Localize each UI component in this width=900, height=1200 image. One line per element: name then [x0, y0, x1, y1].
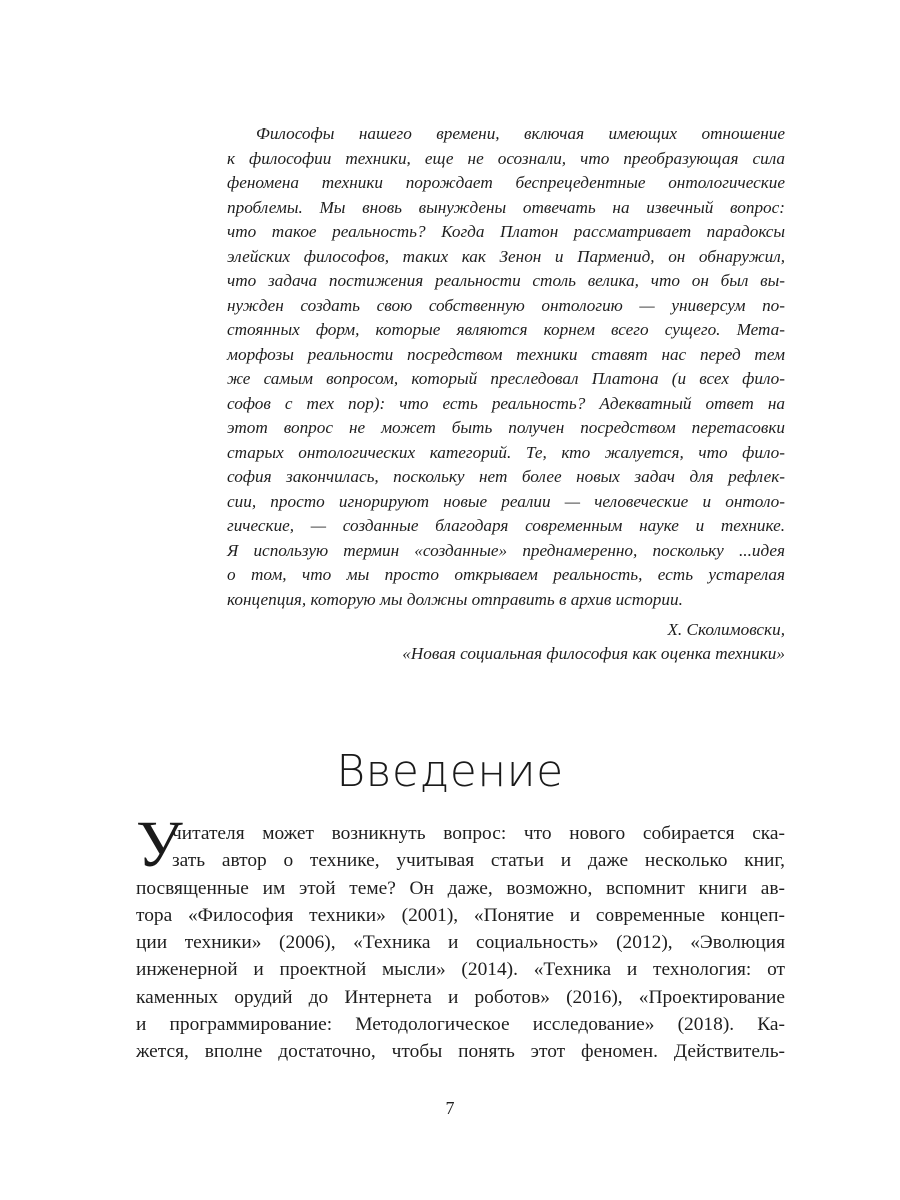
epigraph-attribution [227, 618, 785, 666]
epigraph-line: Я использую термин «созданные» преднамеренно, поскольку ...идея [227, 540, 785, 560]
epigraph-line: к философии техники, еще не осознали, что преобразующая сила [227, 148, 785, 168]
drop-cap: У [136, 808, 183, 881]
epigraph-line: старых онтологических категорий. Те, кто жалуется, что фило- [227, 442, 785, 462]
body-line: читателя может возникнуть вопрос: что нового собирается ска- [172, 823, 785, 844]
epigraph [227, 122, 785, 612]
body-line: посвященные им этой теме? Он даже, возможно, вспомнит книги ав- [136, 877, 785, 899]
page-number: 7 [445, 1098, 455, 1118]
epigraph-line: элейских философов, таких как Зенон и Парменид, он обнаружил, [227, 246, 785, 266]
epigraph-line: софов с тех пор): что есть реальность? Адекватный ответ на [227, 393, 785, 413]
epigraph-line: концепция, которую мы должны отправить в архив истории. [227, 589, 683, 609]
body-line: тора «Философия техники» (2001), «Понятие и современные концеп- [136, 904, 785, 926]
epigraph-line: же самым вопросом, который преследовал Платона (и всех фило- [227, 369, 785, 388]
body-line: инженерной и проектной мысли» (2014). «Техника и технология: от [136, 959, 785, 981]
epigraph-source: «Новая социальная философия как оценка техники» [402, 644, 785, 663]
epigraph-line: нужден создать свою собственную онтологию — универсум по- [227, 295, 785, 315]
body-line: и программирование: Методологическое исследование» (2018). Ка- [136, 1014, 785, 1036]
epigraph-line: о том, что мы просто открываем реальность, есть устарелая [227, 565, 785, 584]
epigraph-line: феномена техники порождает беспрецедентные онтологические [227, 173, 785, 192]
epigraph-line: морфозы реальности посредством техники ставят нас перед тем [227, 344, 785, 364]
epigraph-line: сии, просто игнорируют новые реалии — человеческие и онтоло- [227, 491, 785, 511]
body-line: зать автор о технике, учитывая статьи и даже несколько книг, [172, 850, 785, 872]
epigraph-line: Философы нашего времени, включая имеющих отношение [256, 124, 785, 143]
body-line: ции техники» (2006), «Техника и социальность» (2012), «Эволюция [136, 932, 785, 954]
epigraph-line: стоянных форм, которые являются корнем всего сущего. Мета- [227, 320, 785, 339]
epigraph-line: проблемы. Мы вновь вынуждены отвечать на извечный вопрос: [227, 197, 785, 217]
epigraph-line: что задача постижения реальности столь велика, что он был вы- [227, 271, 785, 290]
body-line: жется, вполне достаточно, чтобы понять этот феномен. Действитель- [136, 1041, 785, 1063]
chapter-title: Введение [336, 746, 564, 797]
epigraph-line: этот вопрос не может быть получен посредством перетасовки [227, 418, 785, 437]
epigraph-line: софия закончилась, поскольку нет более новых задач для рефлек- [227, 467, 785, 486]
epigraph-author: Х. Сколимовски, [667, 620, 785, 639]
epigraph-line: гические, — созданные благодаря современным науке и технике. [227, 516, 785, 535]
epigraph-line: что такое реальность? Когда Платон рассматривает парадоксы [227, 222, 785, 241]
body-paragraph [136, 820, 785, 1066]
body-line: каменных орудий до Интернета и роботов» (2016), «Проектирование [136, 986, 785, 1008]
